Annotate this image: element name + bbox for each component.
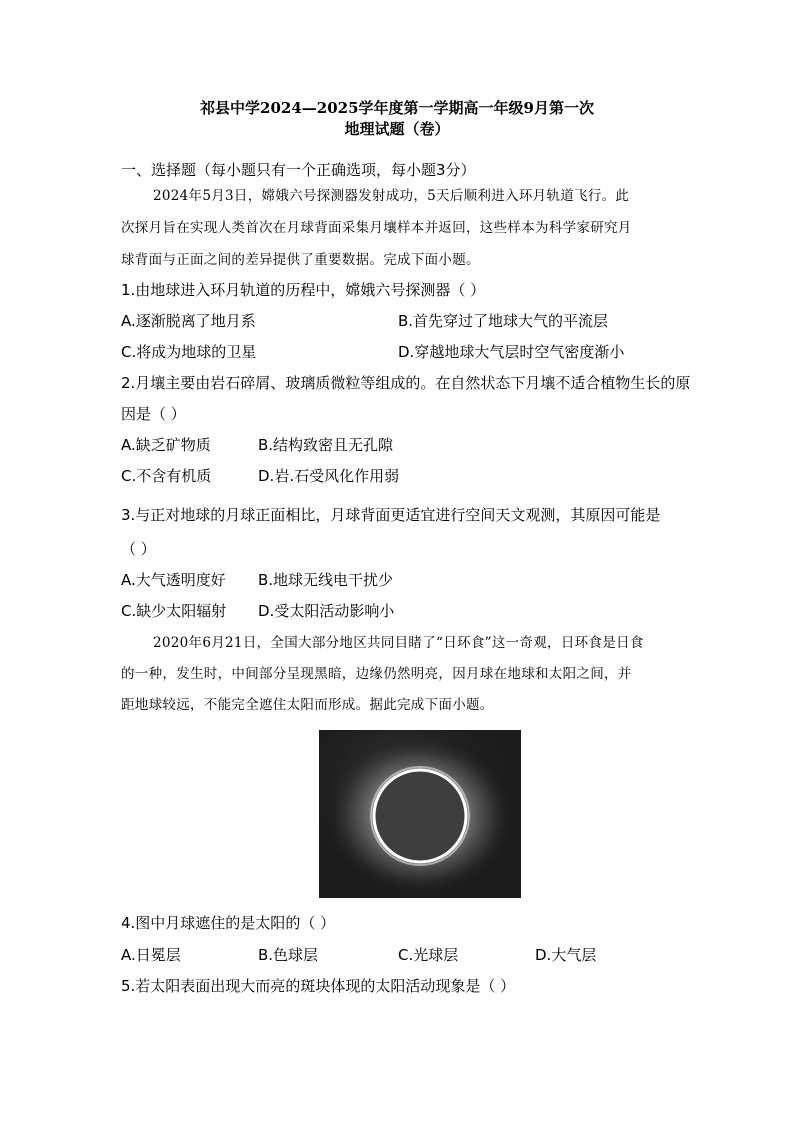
question-5-stem: 5.若太阳表面出现大而亮的斑块体现的太阳活动现象是（ ）	[121, 977, 516, 995]
question-1-option-b: B.首先穿过了地球大气的平流层	[398, 312, 609, 330]
question-2-option-b: B.结构致密且无孔隙	[258, 436, 394, 454]
passage1-line: 2024年5月3日，嫦娥六号探测器发射成功，5天后顺利进入环月轨道飞行。此	[153, 188, 630, 204]
question-3-option-b: B.地球无线电干扰少	[258, 571, 394, 589]
question-4-option-d: D.大气层	[535, 946, 597, 964]
annular-eclipse-image	[319, 730, 521, 898]
question-2-option-a: A.缺乏矿物质	[121, 436, 211, 454]
passage2-line: 距地球较远，不能完全遮住太阳而形成。据此完成下面小题。	[121, 697, 494, 713]
section-heading: 一、选择题（每小题只有一个正确选项，每小题3分）	[121, 161, 476, 179]
exam-subtitle: 地理试题（卷）	[344, 120, 450, 138]
question-1-option-a: A.逐渐脱离了地月系	[121, 312, 256, 330]
question-4-stem: 4.图中月球遮住的是太阳的（ ）	[121, 914, 336, 932]
question-2-stem: 2.月壤主要由岩石碎屑、玻璃质微粒等组成的。在自然状态下月壤不适合植物生长的原	[121, 374, 691, 392]
question-1-stem: 1.由地球进入环月轨道的历程中，嫦娥六号探测器（ ）	[121, 281, 486, 299]
question-4-option-a: A.日冕层	[121, 946, 181, 964]
question-2-option-d: D.岩.石受风化作用弱	[258, 467, 400, 485]
eclipse-photo	[319, 730, 521, 898]
passage1-line: 球背面与正面之间的差异提供了重要数据。完成下面小题。	[121, 252, 480, 268]
question-4-option-c: C.光球层	[398, 946, 459, 964]
question-3-option-c: C.缺少太阳辐射	[121, 602, 227, 620]
question-4-option-b: B.色球层	[258, 946, 319, 964]
passage2-line: 的一种，发生时，中间部分呈现黑暗，边缘仍然明亮，因月球在地球和太阳之间，并	[121, 666, 632, 682]
question-3-option-d: D.受太阳活动影响小	[258, 602, 395, 620]
exam-title: 祁县中学2024—2025学年度第一学期高一年级9月第一次	[200, 99, 594, 117]
question-3-stem-cont: （ ）	[121, 540, 156, 558]
question-3-option-a: A.大气透明度好	[121, 571, 226, 589]
passage2-line: 2020年6月21日，全国大部分地区共同目睹了“日环食”这一奇观，日环食是日食	[153, 635, 644, 651]
question-2-option-c: C.不含有机质	[121, 467, 212, 485]
passage1-line: 次探月旨在实现人类首次在月球背面采集月壤样本并返回，这些样本为科学家研究月	[121, 220, 632, 236]
question-1-option-c: C.将成为地球的卫星	[121, 343, 257, 361]
question-1-option-d: D.穿越地球大气层时空气密度渐小	[398, 343, 625, 361]
question-2-stem-cont: 因是（ ）	[121, 405, 186, 423]
question-3-stem: 3.与正对地球的月球正面相比，月球背面更适宜进行空间天文观测，其原因可能是	[121, 506, 661, 524]
